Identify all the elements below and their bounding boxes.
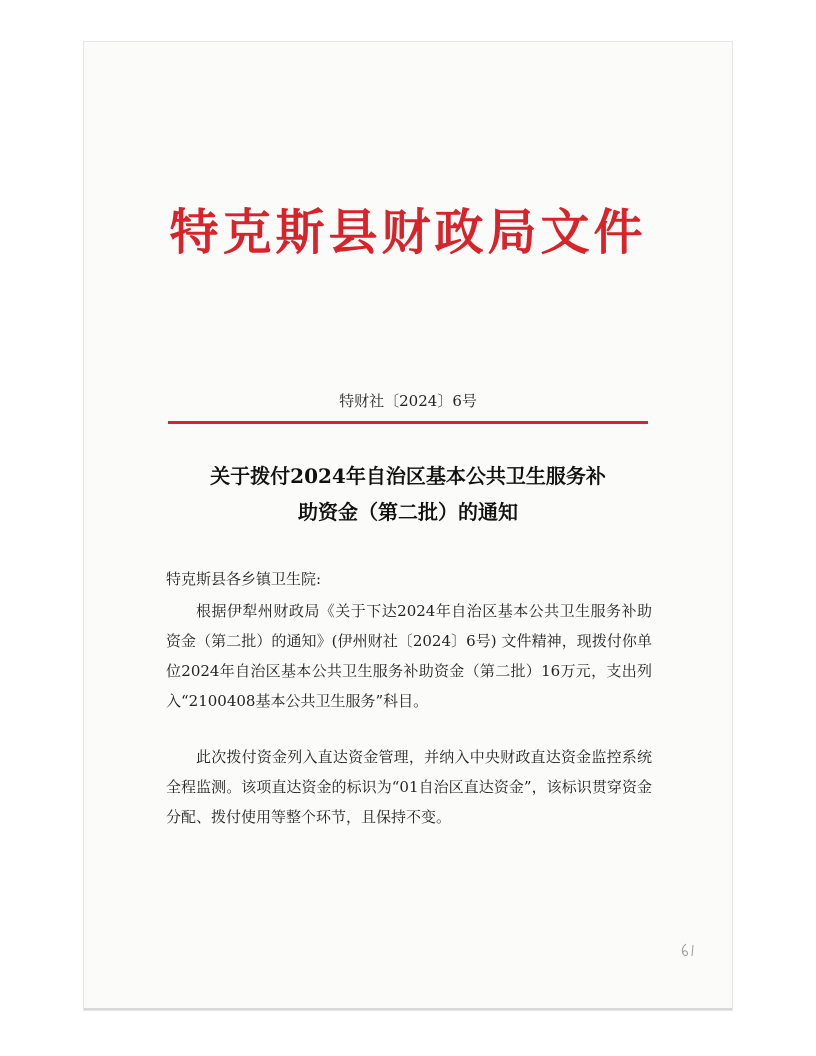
red-divider-line <box>168 421 648 424</box>
org-title: 特克斯县财政局文件 <box>169 203 647 261</box>
document-title-line-1: 关于拨付2024年自治区基本公共卫生服务补 <box>210 464 606 488</box>
page-bottom-edge <box>84 1008 732 1010</box>
document-number: 特财社〔2024〕6号 <box>339 392 477 410</box>
document-title <box>150 458 666 530</box>
body-paragraph-2: 此次拨付资金列入直达资金管理，并纳入中央财政直达资金监控系统全程监测。该项直达资金的标识为“01自治区直达资金”，该标识贯穿资金分配、拨付使用等整个环节，且保持不变。 <box>166 748 652 826</box>
addressee: 特克斯县各乡镇卫生院: <box>166 570 322 588</box>
body-paragraph-1: 根据伊犁州财政局《关于下达2024年自治区基本公共卫生服务补助资金（第二批）的通知》(伊州财社〔2024〕6号) 文件精神，现拨付你单位2024年自治区基本公共卫生服务补助资金（第二批）16万元，支出列入“2100408基本公共卫生服务”科目。 <box>166 602 652 710</box>
document-title-line-2: 助资金（第二批）的通知 <box>298 500 518 524</box>
handwritten-page-mark <box>678 942 700 958</box>
